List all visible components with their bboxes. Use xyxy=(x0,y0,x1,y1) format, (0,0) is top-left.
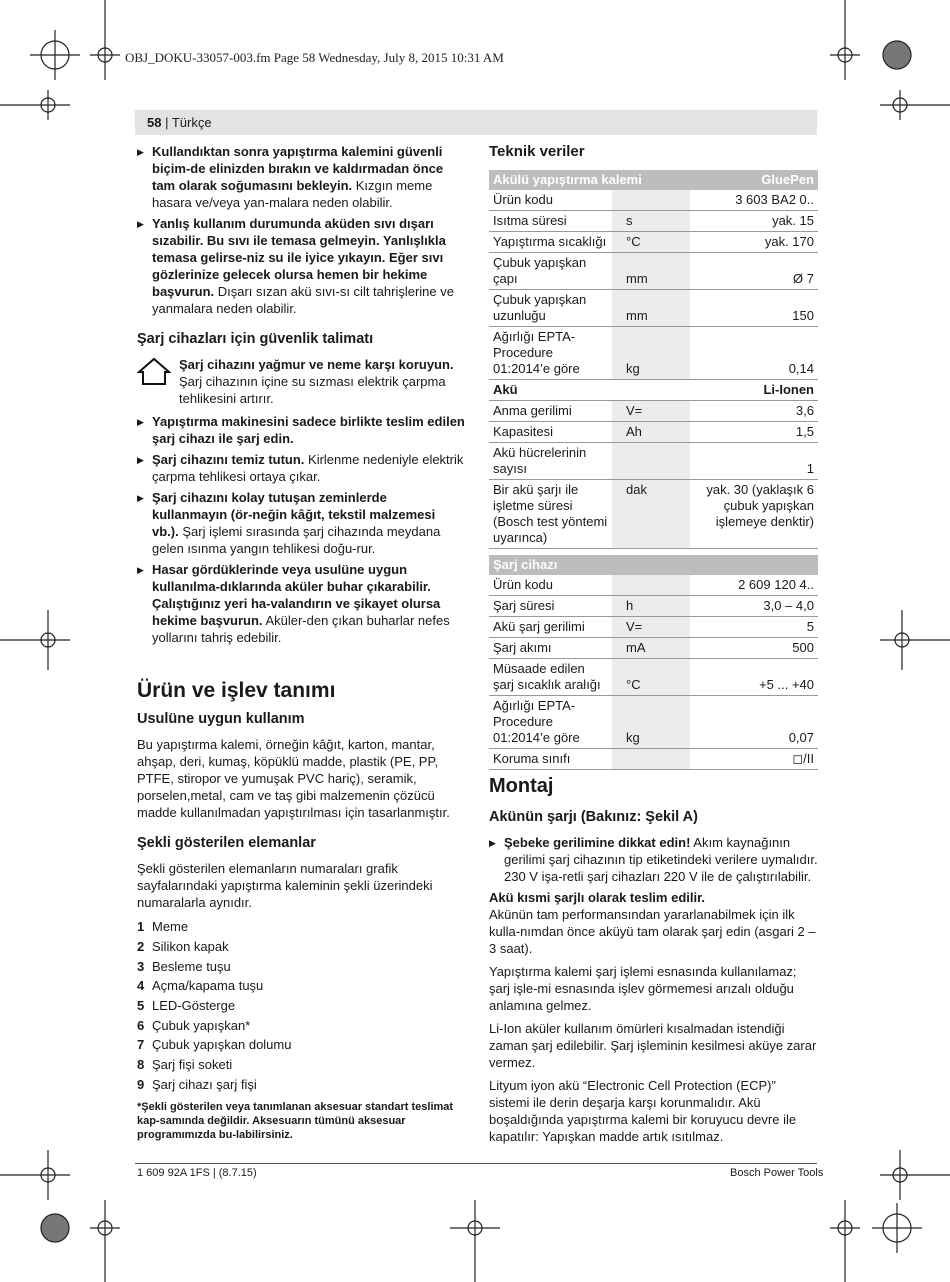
charger-bullet: ▶ Şarj cihazını kolay tutuşan zeminlerde kullanmayın (ör-neğin kâğıt, tekstil malzemesi vb.). Şarj işlemi sırasında şarj cihazında meydana gelen ısınma yangın tehlikesi doğu-rur. xyxy=(137,489,465,557)
table-row: Ağırlığı EPTA-Procedure 01:2014’e göre kg 0,14 xyxy=(489,327,818,380)
intended-use-title: Usulüne uygun kullanım xyxy=(137,711,305,727)
table-row: Şarj süresi h 3,0 – 4,0 xyxy=(489,596,818,617)
file-info: OBJ_DOKU-33057-003.fm Page 58 Wednesday, July 8, 2015 10:31 AM xyxy=(125,50,504,65)
table-subheader: Akü Li-Ionen xyxy=(489,380,818,401)
list-item: 3 Besleme tuşu xyxy=(137,958,231,974)
house-warning: Şarj cihazını yağmur ve neme karşı koruyun. Şarj cihazının içine su sızması elektrik çarpma tehlikesini artırır. xyxy=(137,356,465,407)
house-icon xyxy=(137,356,171,386)
table-row: Müsaade edilen şarj sıcaklık aralığı °C +5 ... +40 xyxy=(489,659,818,696)
partial-charge-heading: Akü kısmi şarjlı olarak teslim edilir. xyxy=(489,890,706,905)
table-header: Akülü yapıştırma kalemi GluePen xyxy=(489,170,818,190)
list-item: 1 Meme xyxy=(137,919,189,935)
list-item: 4 Açma/kapama tuşu xyxy=(137,978,264,994)
list-item: 9 Şarj cihazı şarj fişi xyxy=(137,1076,257,1092)
table-row: Kapasitesi Ah 1,5 xyxy=(489,422,818,443)
safety-bullet: ▶ Kullandıktan sonra yapıştırma kalemini güvenli biçim-de elinizden bırakın ve kaldırmadan önce tam olarak soğumasını bekleyin. Kızgın meme hasara ve/veya yan-malara neden olabilir. xyxy=(137,143,465,211)
usage-paragraph: Yapıştırma kalemi şarj işlemi esnasında kullanılamaz; şarj işle-mi esnasında işlev görmemesi arızalı olduğu anlamına gelmez. xyxy=(489,964,797,1013)
list-item: 8 Şarj fişi soketi xyxy=(137,1057,233,1073)
partial-charge-text: Akünün tam performansından yararlanabilmek için ilk kulla-nımdan önce aküyü tam olarak şarj edin (asgari 2 – 3 saat). xyxy=(489,907,816,956)
table-row: Anma gerilimi V= 3,6 xyxy=(489,401,818,422)
ecp-paragraph: Lityum iyon akü “Electronic Cell Protection (ECP)” sistemi ile derin deşarja karşı korunmalıdır. Akü boşaldığında yapıştırma kalemi bir koruyucu devre ile kapatılır: Yapışkan madde artık ısıtılmaz. xyxy=(489,1078,797,1144)
charger-bullet: ▶ Hasar gördüklerinde veya usulüne uygun kullanılma-dıklarında aküler buhar çıkarabilir. Çalıştığınız yeri ha-valandırın ve şikayet olursa hekime başvurun. Aküler-den çıkan buharlar nefes yollarını tahriş edebilir. xyxy=(137,561,465,646)
page-header xyxy=(135,110,817,135)
charger-bullet: ▶ Yapıştırma makinesini sadece birlikte teslim edilen şarj cihazı ile şarj edin. xyxy=(137,413,465,447)
tech-data-title: Teknik veriler xyxy=(489,143,585,160)
left-column xyxy=(137,143,465,1142)
list-item: 5 LED-Gösterge xyxy=(137,998,236,1014)
table-row: Koruma sınıfı ◻/II xyxy=(489,749,818,770)
footer-divider xyxy=(135,1163,817,1164)
list-item: 6 Çubuk yapışkan* xyxy=(137,1017,251,1033)
footnote: *Şekli gösterilen veya tanımlanan aksesuar standart teslimat kap-samında değildir. Aksesuarın tümünü aksesuar programımızda bu-labilirsiniz. xyxy=(137,1101,454,1142)
table-row: Ürün kodu 2 609 120 4.. xyxy=(489,575,818,596)
charger-safety-title: Şarj cihazları için güvenlik talimatı xyxy=(137,331,374,347)
table-row: Bir akü şarjı ile işletme süresi (Bosch test yöntemi uyarınca) dak yak. 30 (yaklaşık 6 çubuk yapışkan işlemeye denktir) xyxy=(489,480,818,549)
intended-use-text: Bu yapıştırma kalemi, örneğin kâğıt, karton, mantar, ahşap, deri, kumaş, köpüklü madde, plastik (PE, PP, PTFE, stiropor ve yumuşak PVC hariç), seramik, porselen,metal, cam ve taş gibi malzemenin çözücü madde kullanılmadan yapıştırılması için tasarlanmıştır. xyxy=(137,737,450,820)
charger-bullet: ▶ Şarj cihazını temiz tutun. Kirlenme nedeniyle elektrik çarpma tehlikesi ortaya çıkar. xyxy=(137,451,465,485)
table-row: Çubuk yapışkan uzunluğu mm 150 xyxy=(489,290,818,327)
table-row: Ağırlığı EPTA-Procedure 01:2014’e göre kg 0,07 xyxy=(489,696,818,749)
components-list xyxy=(137,917,465,1094)
charging-bullet: ▶ Şebeke gerilimine dikkat edin! Akım kaynağının gerilimi şarj cihazının tip etiketindeki verilere uymalıdır. 230 V işa-retli şarj cihazları 220 V ile de çalıştırılabilir. xyxy=(489,834,819,885)
product-title: Ürün ve işlev tanımı xyxy=(137,679,336,702)
tech-data-table xyxy=(489,170,818,770)
table-row: Ürün kodu 3 603 BA2 0.. xyxy=(489,190,818,211)
table-row: Akü hücrelerinin sayısı 1 xyxy=(489,443,818,480)
table-row: Isıtma süresi s yak. 15 xyxy=(489,211,818,232)
charging-title: Akünün şarjı (Bakınız: Şekil A) xyxy=(489,809,698,825)
list-item: 7 Çubuk yapışkan dolumu xyxy=(137,1037,292,1053)
table-row: Çubuk yapışkan çapı mm Ø 7 xyxy=(489,253,818,290)
safety-bullet: ▶ Yanlış kullanım durumunda aküden sıvı dışarı sızabilir. Bu sıvı ile temasa gelmeyin. Yanlışlıkla temasa gelirse-niz su ile iyice yıkayın. Eğer sıvı gözlerinize gelecek olursa hemen bir hekime başvurun. Dışarı sızan akü sıvı-sı cilt tahrişlerine ve yanmalara neden olabilir. xyxy=(137,215,465,317)
table-header: Şarj cihazı xyxy=(489,555,818,575)
table-row: Şarj akımı mA 500 xyxy=(489,638,818,659)
footer-brand: Bosch Power Tools xyxy=(730,1167,824,1179)
liion-paragraph: Li-Ion aküler kullanım ömürleri kısalmadan istendiği zaman şarj edilebilir. Şarj işleminin kesilmesi aküye zarar vermez. xyxy=(489,1021,817,1070)
page-number: 58 xyxy=(147,115,162,130)
footer-doc-code: 1 609 92A 1FS | (8.7.15) xyxy=(137,1167,257,1179)
montaj-title: Montaj xyxy=(489,775,554,797)
right-column xyxy=(489,143,819,1151)
table-row: Akü şarj gerilimi V= 5 xyxy=(489,617,818,638)
components-text: Şekli gösterilen elemanların numaraları grafik sayfalarındaki yapıştırma kaleminin şekli üzerindeki numaralarla aynıdır. xyxy=(137,861,433,910)
list-item: 2 Silikon kapak xyxy=(137,939,229,955)
page-language: | Türkçe xyxy=(161,115,212,130)
table-row: Yapıştırma sıcaklığı °C yak. 170 xyxy=(489,232,818,253)
components-title: Şekli gösterilen elemanlar xyxy=(137,835,316,851)
